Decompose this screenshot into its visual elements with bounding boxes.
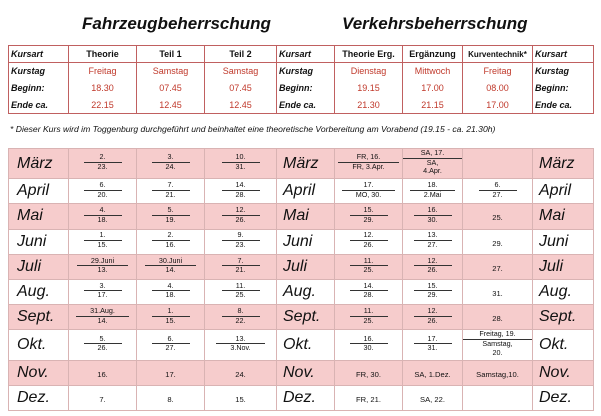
- tag-theorie-erg: Dienstag: [335, 63, 403, 80]
- date-single: 31.: [492, 289, 503, 299]
- date-second: 22.: [235, 315, 246, 325]
- date-pair: [84, 206, 122, 224]
- date-cell: [69, 330, 137, 360]
- date-pair: [350, 231, 388, 249]
- ende-teil1: 12.45: [137, 97, 205, 114]
- date-pair: [350, 307, 388, 325]
- beginn-theorie-erg: 19.15: [335, 80, 403, 97]
- ende-ergaenzung: 21.15: [403, 97, 463, 114]
- date-cell: [403, 149, 463, 179]
- schedule-row: [9, 385, 594, 410]
- date-first: 16.: [414, 206, 452, 216]
- date-second: 3.Nov.: [230, 343, 251, 353]
- date-single: Samstag,10.: [476, 369, 519, 379]
- date-second: 29.: [363, 214, 374, 224]
- date-second: 30.: [427, 214, 438, 224]
- tag-teil1: Samstag: [137, 63, 205, 80]
- date-cell: [463, 254, 533, 279]
- date-cell: [69, 149, 137, 179]
- beginn-ergaenzung: 17.00: [403, 80, 463, 97]
- date-second: 15.: [97, 239, 108, 249]
- date-first: 11.: [350, 307, 388, 317]
- date-cell: [463, 204, 533, 229]
- heading-fahrzeugbeherrschung: Fahrzeugbeherrschung: [82, 14, 271, 33]
- date-second: 25.: [363, 265, 374, 275]
- date-first: SA, 17.: [403, 149, 462, 159]
- date-pair: [84, 153, 122, 171]
- date-second: 26.: [427, 265, 438, 275]
- date-pair: [145, 257, 196, 275]
- date-first: 1.: [152, 307, 190, 317]
- date-single: 25.: [492, 213, 503, 223]
- date-pair: [152, 335, 190, 353]
- tag-teil2: Samstag: [205, 63, 277, 80]
- date-first: 12.: [414, 257, 452, 267]
- ende-theorie: 22.15: [69, 97, 137, 114]
- date-pair: [414, 307, 452, 325]
- date-first: 3.: [152, 153, 190, 163]
- date-cell: [403, 204, 463, 229]
- date-pair: [414, 231, 452, 249]
- date-second: 28.: [363, 290, 374, 300]
- date-first: 13.: [414, 231, 452, 241]
- date-cell: [137, 179, 205, 204]
- date-pair: [84, 282, 122, 300]
- date-cell: [335, 149, 403, 179]
- date-first: 13.: [216, 335, 264, 345]
- date-pair: [414, 257, 452, 275]
- ende-teil2: 12.45: [205, 97, 277, 114]
- date-pair: [222, 282, 260, 300]
- date-single: FR, 21.: [356, 394, 381, 404]
- date-pair: [350, 206, 388, 224]
- date-single: 17.: [165, 369, 176, 379]
- date-pair: [77, 257, 128, 275]
- date-pair: [84, 181, 122, 199]
- date-first: 10.: [222, 153, 260, 163]
- date-single: 7.: [99, 394, 106, 404]
- month-label: Okt.: [277, 330, 335, 360]
- date-single: FR, 30.: [356, 369, 381, 379]
- month-label: Aug.: [533, 279, 594, 304]
- date-first: 11.: [222, 282, 260, 292]
- date-first: 12.: [414, 307, 452, 317]
- date-first: 8.: [222, 307, 260, 317]
- date-single: 24.: [235, 369, 246, 379]
- month-label: Juni: [9, 229, 69, 254]
- date-cell: [205, 179, 277, 204]
- date-pair: [414, 282, 452, 300]
- month-label: März: [277, 149, 335, 179]
- label-beginn-right: Beginn:: [533, 80, 594, 97]
- date-first: FR, 16.: [338, 153, 398, 163]
- date-cell: [137, 229, 205, 254]
- date-second: 30.: [363, 343, 374, 353]
- date-first: 29.Juni: [77, 257, 128, 267]
- date-first: 16.: [350, 335, 388, 345]
- month-label: Sept.: [533, 305, 594, 330]
- date-cell: [463, 385, 533, 410]
- date-single: 27.: [492, 263, 503, 273]
- month-label: März: [533, 149, 594, 179]
- date-single: 8.: [167, 394, 174, 404]
- date-second: 21.: [235, 265, 246, 275]
- date-first: 3.: [84, 282, 122, 292]
- date-second: 21.: [165, 189, 176, 199]
- date-cell: [137, 385, 205, 410]
- month-label: Mai: [9, 204, 69, 229]
- col-name-teil1: Teil 1: [137, 46, 205, 63]
- date-second: 20.: [97, 189, 108, 199]
- month-label: Nov.: [9, 360, 69, 385]
- date-second: 28.: [235, 189, 246, 199]
- col-name-theorie: Theorie: [69, 46, 137, 63]
- label-kursart-mid: Kursart: [277, 46, 335, 63]
- month-label: Dez.: [277, 385, 335, 410]
- month-label: Aug.: [9, 279, 69, 304]
- date-cell: [463, 360, 533, 385]
- date-single: SA, 1.Dez.: [414, 369, 451, 379]
- date-second: MO, 30.: [355, 189, 382, 199]
- date-first: 15.: [414, 282, 452, 292]
- date-cell: [69, 229, 137, 254]
- date-cell: [205, 254, 277, 279]
- date-pair: [222, 206, 260, 224]
- date-first: 6.: [84, 181, 122, 191]
- date-cell: [335, 305, 403, 330]
- date-cell: [137, 305, 205, 330]
- date-cell: [335, 254, 403, 279]
- month-label: März: [9, 149, 69, 179]
- date-second: 27.: [165, 343, 176, 353]
- date-first: Freitag, 19.: [463, 330, 532, 340]
- date-cell: [205, 279, 277, 304]
- col-name-teil2: Teil 2: [205, 46, 277, 63]
- date-cell: [69, 305, 137, 330]
- date-second: 14.: [165, 265, 176, 275]
- date-first: 6.: [479, 181, 517, 191]
- month-label: Nov.: [277, 360, 335, 385]
- date-cell: [403, 305, 463, 330]
- date-first: 14.: [222, 181, 260, 191]
- date-pair: [76, 307, 129, 325]
- schedule-row: [9, 179, 594, 204]
- date-cell: [463, 279, 533, 304]
- label-kursart-right: Kursart: [533, 46, 594, 63]
- info-row-ende: [9, 97, 594, 114]
- course-info-table: [8, 45, 594, 114]
- schedule-row: [9, 360, 594, 385]
- date-cell: [137, 330, 205, 360]
- date-first: 15.: [350, 206, 388, 216]
- date-pair: [84, 231, 122, 249]
- label-ende: Ende ca.: [9, 97, 69, 114]
- date-second: 19.: [165, 214, 176, 224]
- col-name-ergaenzung: Ergänzung: [403, 46, 463, 63]
- date-first: 7.: [152, 181, 190, 191]
- date-cell: [463, 330, 533, 360]
- date-second: 26.: [427, 315, 438, 325]
- month-label: Nov.: [533, 360, 594, 385]
- date-second: SA, 4.Apr.: [423, 157, 442, 176]
- schedule-row: [9, 279, 594, 304]
- schedule-table: [8, 148, 594, 411]
- date-second: 25.: [363, 315, 374, 325]
- schedule-row: [9, 254, 594, 279]
- ende-kurventechnik: 17.00: [463, 97, 533, 114]
- date-pair: [152, 181, 190, 199]
- beginn-teil1: 07.45: [137, 80, 205, 97]
- month-label: Mai: [533, 204, 594, 229]
- tag-ergaenzung: Mittwoch: [403, 63, 463, 80]
- date-cell: [335, 204, 403, 229]
- month-label: Juli: [533, 254, 594, 279]
- beginn-teil2: 07.45: [205, 80, 277, 97]
- date-second: 17.: [97, 290, 108, 300]
- schedule-row: [9, 330, 594, 360]
- date-second: 27.: [492, 189, 503, 199]
- date-second: 27.: [427, 239, 438, 249]
- date-cell: [335, 229, 403, 254]
- col-name-kurventechnik: Kurventechnik*: [463, 46, 533, 63]
- label-kurstag: Kurstag: [9, 63, 69, 80]
- date-cell: [463, 305, 533, 330]
- date-cell: [137, 204, 205, 229]
- date-cell: [69, 279, 137, 304]
- date-second: 15.: [165, 315, 176, 325]
- schedule-row: [9, 149, 594, 179]
- date-first: 11.: [350, 257, 388, 267]
- month-label: Juni: [533, 229, 594, 254]
- schedule-row: [9, 229, 594, 254]
- date-single: SA, 22.: [420, 394, 445, 404]
- date-cell: [205, 204, 277, 229]
- date-second: 26.: [363, 239, 374, 249]
- label-kursart: Kursart: [9, 46, 69, 63]
- date-second: 13.: [97, 265, 108, 275]
- month-label: Dez.: [9, 385, 69, 410]
- date-cell: [463, 149, 533, 179]
- date-cell: [463, 179, 533, 204]
- date-pair: [222, 307, 260, 325]
- date-second: 25.: [235, 290, 246, 300]
- month-label: Mai: [277, 204, 335, 229]
- date-pair: [342, 181, 396, 199]
- date-cell: [403, 360, 463, 385]
- date-pair: [414, 335, 452, 353]
- date-cell: [205, 385, 277, 410]
- date-cell: [137, 254, 205, 279]
- date-pair: [463, 330, 532, 357]
- date-pair: [152, 206, 190, 224]
- date-cell: [335, 385, 403, 410]
- date-first: 5.: [84, 335, 122, 345]
- date-cell: [403, 254, 463, 279]
- date-first: 5.: [152, 206, 190, 216]
- date-second: 14.: [97, 315, 108, 325]
- date-pair: [479, 181, 517, 199]
- date-first: 14.: [350, 282, 388, 292]
- col-name-theorie-erg: Theorie Erg.: [335, 46, 403, 63]
- date-cell: [335, 279, 403, 304]
- month-label: Juni: [277, 229, 335, 254]
- date-pair: [222, 231, 260, 249]
- info-row-kursart: [9, 46, 594, 63]
- month-label: April: [533, 179, 594, 204]
- date-pair: [152, 282, 190, 300]
- date-second: FR, 3.Apr.: [352, 161, 385, 171]
- date-second: 29.: [427, 290, 438, 300]
- date-cell: [205, 229, 277, 254]
- date-pair: [350, 282, 388, 300]
- date-cell: [69, 179, 137, 204]
- date-cell: [205, 149, 277, 179]
- ende-theorie-erg: 21.30: [335, 97, 403, 114]
- schedule-row: [9, 204, 594, 229]
- tag-kurventechnik: Freitag: [463, 63, 533, 80]
- date-cell: [69, 385, 137, 410]
- footnote: * Dieser Kurs wird im Toggenburg durchgeführt und beinhaltet eine theoretische Vorbereitung am Vorabend (19.15 - ca. 21.30h): [10, 124, 496, 134]
- label-beginn: Beginn:: [9, 80, 69, 97]
- date-cell: [137, 360, 205, 385]
- month-label: Juli: [277, 254, 335, 279]
- date-second: 18.: [165, 290, 176, 300]
- date-first: 12.: [350, 231, 388, 241]
- schedule-row: [9, 305, 594, 330]
- date-cell: [205, 330, 277, 360]
- date-cell: [335, 330, 403, 360]
- date-second: 23.: [235, 239, 246, 249]
- date-pair: [410, 181, 456, 199]
- label-ende-mid: Ende ca.: [277, 97, 335, 114]
- date-first: 1.: [84, 231, 122, 241]
- date-second: 26.: [97, 343, 108, 353]
- date-cell: [137, 149, 205, 179]
- date-first: 4.: [152, 282, 190, 292]
- date-pair: [338, 153, 398, 171]
- date-second: 24.: [165, 161, 176, 171]
- date-first: 30.Juni: [145, 257, 196, 267]
- date-pair: [350, 335, 388, 353]
- date-first: 31.Aug.: [76, 307, 129, 317]
- date-cell: [137, 279, 205, 304]
- date-pair: [152, 153, 190, 171]
- date-first: 2.: [84, 153, 122, 163]
- date-pair: [84, 335, 122, 353]
- date-second: 18.: [97, 214, 108, 224]
- date-second: 26.: [235, 214, 246, 224]
- date-pair: [222, 257, 260, 275]
- beginn-theorie: 18.30: [69, 80, 137, 97]
- date-second: 31.: [235, 161, 246, 171]
- date-first: 17.: [342, 181, 396, 191]
- month-label: Sept.: [277, 305, 335, 330]
- date-single: 28.: [492, 314, 503, 324]
- date-first: 6.: [152, 335, 190, 345]
- date-second: 2.Mai: [423, 189, 442, 199]
- info-row-beginn: [9, 80, 594, 97]
- label-kurstag-mid: Kurstag: [277, 63, 335, 80]
- info-row-kurstag: [9, 63, 594, 80]
- date-cell: [69, 254, 137, 279]
- date-first: 18.: [410, 181, 456, 191]
- date-second: Samstag, 20.: [482, 338, 513, 357]
- date-pair: [152, 231, 190, 249]
- date-cell: [205, 305, 277, 330]
- date-second: 16.: [165, 239, 176, 249]
- date-pair: [403, 149, 462, 176]
- date-cell: [335, 179, 403, 204]
- date-cell: [69, 360, 137, 385]
- date-first: 2.: [152, 231, 190, 241]
- date-pair: [222, 181, 260, 199]
- month-label: Okt.: [533, 330, 594, 360]
- date-first: 4.: [84, 206, 122, 216]
- date-first: 17.: [414, 335, 452, 345]
- date-cell: [205, 360, 277, 385]
- tag-theorie: Freitag: [69, 63, 137, 80]
- month-label: Aug.: [277, 279, 335, 304]
- date-single: 15.: [235, 394, 246, 404]
- date-pair: [152, 307, 190, 325]
- date-cell: [335, 360, 403, 385]
- date-pair: [350, 257, 388, 275]
- date-first: 9.: [222, 231, 260, 241]
- date-first: 12.: [222, 206, 260, 216]
- date-first: 7.: [222, 257, 260, 267]
- heading-verkehrsbeherrschung: Verkehrsbeherrschung: [342, 14, 528, 33]
- month-label: Juli: [9, 254, 69, 279]
- date-cell: [463, 229, 533, 254]
- label-ende-right: Ende ca.: [533, 97, 594, 114]
- month-label: Dez.: [533, 385, 594, 410]
- date-second: 23.: [97, 161, 108, 171]
- date-cell: [403, 179, 463, 204]
- month-label: Okt.: [9, 330, 69, 360]
- date-cell: [403, 385, 463, 410]
- date-cell: [69, 204, 137, 229]
- date-cell: [403, 330, 463, 360]
- date-pair: [414, 206, 452, 224]
- date-cell: [403, 229, 463, 254]
- month-label: April: [9, 179, 69, 204]
- date-pair: [216, 335, 264, 353]
- month-label: Sept.: [9, 305, 69, 330]
- label-beginn-mid: Beginn:: [277, 80, 335, 97]
- date-cell: [403, 279, 463, 304]
- beginn-kurventechnik: 08.00: [463, 80, 533, 97]
- month-label: April: [277, 179, 335, 204]
- date-single: 29.: [492, 238, 503, 248]
- date-single: 16.: [97, 369, 108, 379]
- label-kurstag-right: Kurstag: [533, 63, 594, 80]
- date-pair: [222, 153, 260, 171]
- date-second: 31.: [427, 343, 438, 353]
